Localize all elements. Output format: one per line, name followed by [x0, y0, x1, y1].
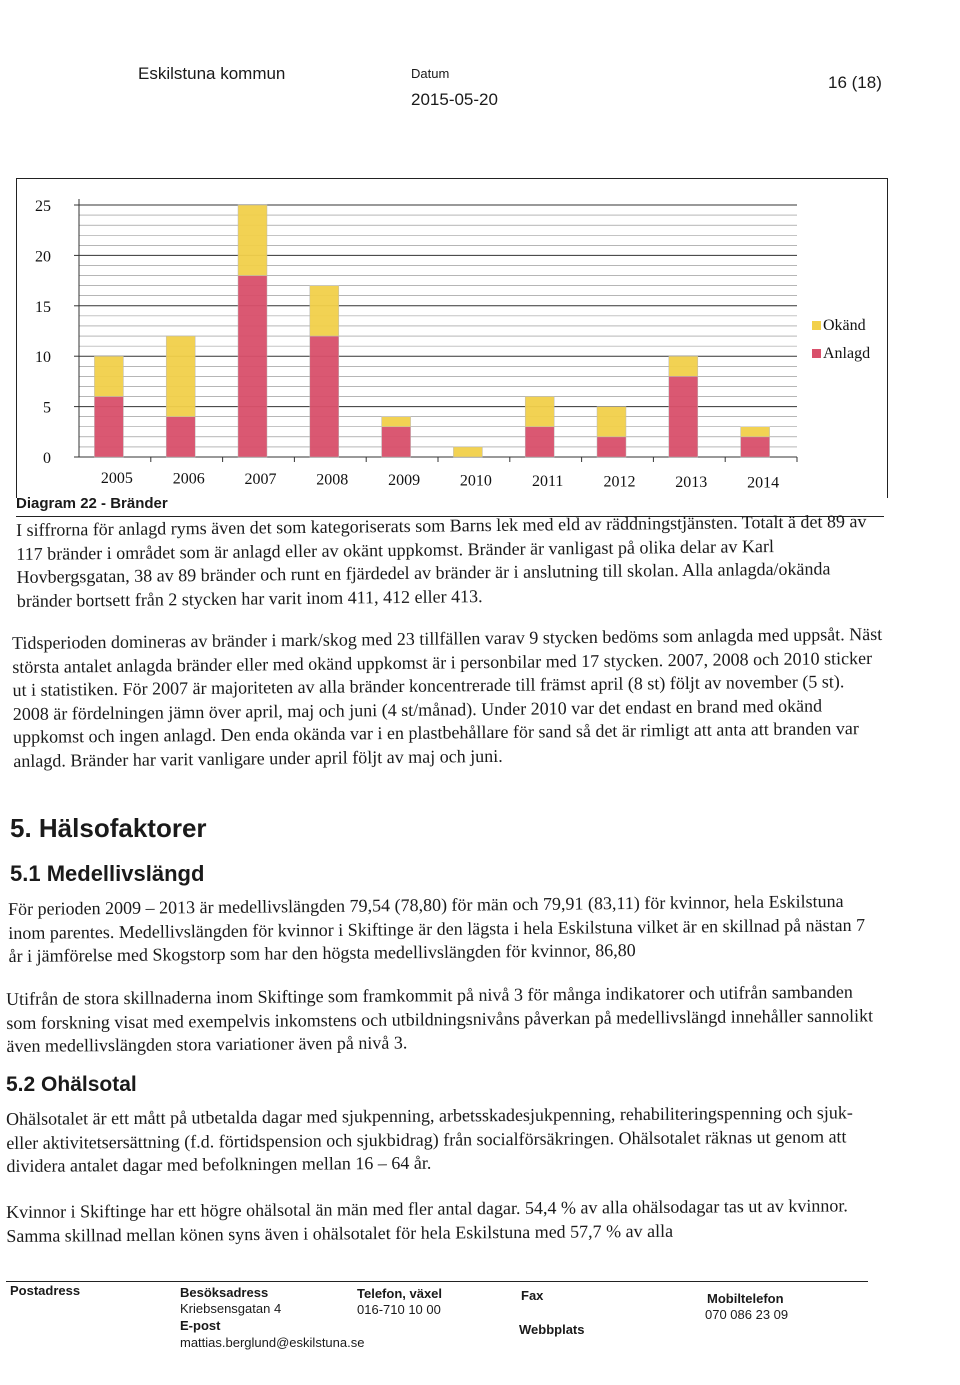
- bar-okänd-2010: [453, 447, 482, 457]
- footer-telefon-label: Telefon, växel: [357, 1286, 443, 1301]
- chart-y-tick-label: 25: [35, 198, 51, 215]
- footer-divider: [6, 1281, 868, 1282]
- chart-y-tick-label: 10: [35, 349, 51, 367]
- bar-anlagd-2013: [669, 376, 698, 457]
- bar-anlagd-2009: [382, 427, 411, 457]
- chart-y-tick-label: 15: [35, 298, 51, 316]
- bar-anlagd-2006: [166, 417, 195, 457]
- bar-okänd-2008: [310, 286, 339, 336]
- chart-x-tick-label: 2009: [388, 472, 421, 489]
- bar-okänd-2005: [94, 356, 123, 396]
- date-value: 2015-05-20: [411, 90, 498, 109]
- section-heading-life-expectancy: 5.1 Medellivslängd: [10, 861, 205, 886]
- footer-epost-value: mattias.berglund@eskilstuna.se: [180, 1335, 365, 1350]
- chart-x-tick-label: 2012: [603, 473, 636, 491]
- paragraph-life-expectancy: För perioden 2009 – 2013 är medellivslängden 79,54 (78,80) för män och 79,91 (83,11) för kvinnor, hela Eskilstuna inom parentes. Medellivslängden för kvinnor i Skiftinge är den lägsta i hela Eskilstuna vilket är en skillnad på nästan 7 år i jämförelse med Skogstorp som har den högsta medellivslängden för kvinnor, 86,80: [8, 890, 866, 966]
- legend-label-okänd: Okänd: [823, 317, 866, 334]
- chart-x-tick-label: 2010: [459, 472, 492, 490]
- footer-telefon-value: 016-710 10 00: [357, 1302, 441, 1317]
- section-heading-health: 5. Hälsofaktorer: [10, 813, 207, 843]
- chart-x-tick-label: 2013: [675, 474, 708, 491]
- paragraph-ill-health-gender: Kvinnor i Skiftinge har ett högre ohälsotal än män med fler antal dagar. 54,4 % av alla ohälsodagar tas ut av kvinnor. Samma skillnad mellan könen syns även i ohälsotalet för hela Eskilstuna med 57,7 % av alla: [6, 1195, 848, 1246]
- bar-anlagd-2012: [597, 437, 626, 457]
- chart-frame: [16, 178, 888, 498]
- paragraph-life-expectancy-variation: Utifrån de stora skillnaderna inom Skiftinge som framkommit på nivå 3 för många indikatorer och utifrån sambanden som forskning visat med exempelvis inkomstens och utbildningsnivåns påverkan på medellivslängd innehåller sannolikt även medellivslängden stora variationer även på nivå 3.: [6, 981, 874, 1056]
- chart-y-tick-label: 0: [43, 450, 51, 467]
- chart-caption: Diagram 22 - Bränder: [16, 495, 168, 512]
- footer-besoksadress-label: Besöksadress: [180, 1285, 269, 1300]
- bar-okänd-2009: [382, 417, 411, 427]
- chart-x-tick-label: 2008: [316, 471, 349, 489]
- chart-x-tick-label: 2006: [172, 470, 205, 488]
- fire-chart: [17, 179, 887, 499]
- legend-swatch-anlagd: [812, 349, 821, 358]
- section-heading-ill-health: 5.2 Ohälsotal: [6, 1073, 137, 1096]
- chart-y-tick-label: 20: [35, 248, 51, 266]
- footer-postadress-label: Postadress: [10, 1283, 81, 1298]
- chart-x-tick-label: 2011: [531, 473, 564, 490]
- bar-anlagd-2008: [310, 336, 339, 457]
- bar-okänd-2006: [166, 336, 195, 417]
- footer-mobil-value: 070 086 23 09: [705, 1307, 789, 1322]
- page-number: 16 (18): [828, 73, 882, 92]
- footer-webbplats-label: Webbplats: [519, 1322, 585, 1337]
- bar-anlagd-2011: [525, 427, 554, 457]
- legend-swatch-okänd: [812, 321, 821, 330]
- chart-y-tick-label: 5: [43, 399, 51, 417]
- footer-fax-label: Fax: [521, 1288, 544, 1303]
- bar-okänd-2007: [238, 205, 267, 276]
- chart-x-tick-label: 2007: [244, 471, 277, 488]
- bar-anlagd-2005: [94, 397, 123, 457]
- footer-besoksadress-value: Kriebsensgatan 4: [180, 1301, 282, 1316]
- footer-epost-label: E-post: [180, 1318, 221, 1333]
- footer-mobil-label: Mobiltelefon: [707, 1291, 784, 1306]
- legend-label-anlagd: Anlagd: [823, 345, 871, 362]
- date-label: Datum: [411, 66, 450, 81]
- bar-okänd-2011: [525, 397, 554, 427]
- bar-okänd-2012: [597, 407, 626, 437]
- paragraph-fires-period: Tidsperioden domineras av bränder i mark/skog med 23 tillfällen varav 9 stycken bedöms som anlagda med uppsåt. Näst största antalet anlagda bränder eller med okänd uppkomst är i personbilar med 17 stycken. 2007, 2008 och 2010 sticker ut i statistiken. För 2007 är majoriteten av alla bränder koncentrerade till främst april (8 st) följt av november (5 st). 2008 är fördelningen jämn över april, maj och juni (4 st/månad). Under 2010 var det endast en brand med okänd uppkomst och ingen anlagd. Den enda okända var i en plastbehållare för sand så det är rimligt att anta att branden var anlagd. Bränder har varit vanligare under april följt av maj och juni.: [12, 623, 883, 771]
- organization-name: Eskilstuna kommun: [138, 64, 286, 83]
- paragraph-ill-health-definition: Ohälsotalet är ett mått på utbetalda dagar med sjukpenning, arbetsskadesjukpenning, rehabiliteringspenning och sjuk- eller aktivitetsersättning (f.d. förtidspension och sjukbidrag) från socialförsäkringen. Ohälsotalet räknas ut genom att dividera antalet dagar med befolkningen mellan 16 – 64 år.: [6, 1102, 853, 1176]
- bar-anlagd-2007: [238, 276, 267, 457]
- chart-x-tick-label: 2014: [747, 474, 780, 492]
- bar-anlagd-2014: [741, 437, 770, 457]
- paragraph-fires-locations: I siffrorna för anlagd ryms även det som kategoriserats som Barns lek med eld av räddningstjänsten. Totalt ä det 89 av 117 bränder i området som är anlagd eller av okänt uppkomst. Bränder är vanligast på olika delar av Karl Hovbergsgatan, 38 av 89 bränder och runt en fjärdedel av bränder är i anslutning till skolan. Alla anlagda/okända bränder bortsett från 2 stycken har varit inom 411, 412 eller 413.: [16, 511, 867, 611]
- bar-okänd-2014: [741, 427, 770, 437]
- chart-x-tick-label: 2005: [100, 470, 133, 487]
- bar-okänd-2013: [669, 356, 698, 376]
